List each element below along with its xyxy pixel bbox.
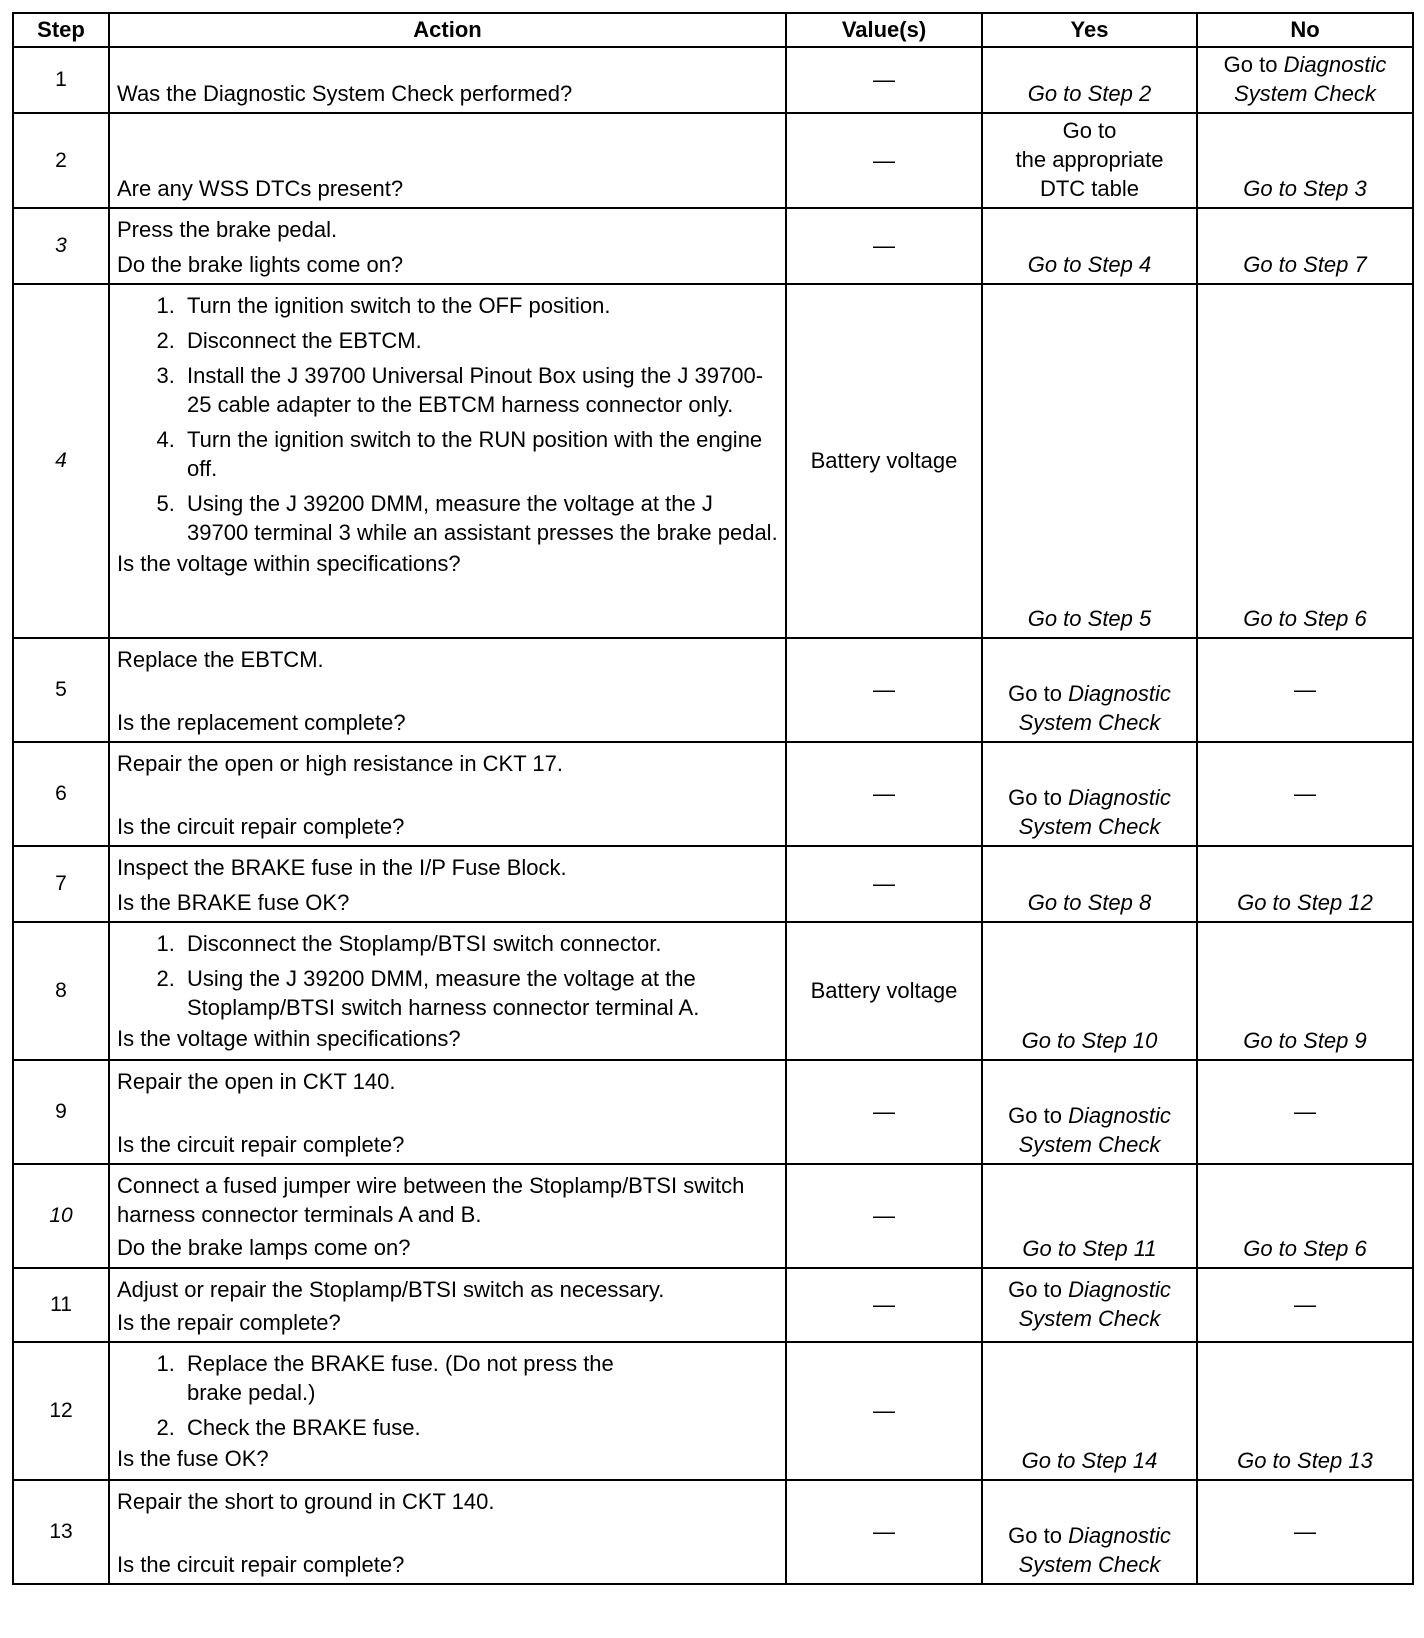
procedure-list — [117, 929, 779, 1022]
header-row — [13, 13, 1413, 47]
action-cell — [109, 1342, 786, 1480]
no-cell: — — [1197, 742, 1413, 846]
go-to-dtc-table-link[interactable]: Go to the appropriate DTC table — [1015, 118, 1164, 201]
yes-cell — [982, 284, 1197, 638]
yes-cell — [982, 1480, 1197, 1584]
go-to-diagnostic-link[interactable]: Go to Diagnostic System Check — [1008, 785, 1171, 839]
value-cell: — — [786, 208, 982, 284]
go-to-diagnostic-link[interactable]: Go to Diagnostic System Check — [1008, 1103, 1171, 1157]
question-text: Do the brake lights come on? — [117, 252, 404, 277]
go-to-diagnostic-link[interactable]: Go to Diagnostic System Check — [1008, 1523, 1171, 1577]
question-text: Is the voltage within specifications? — [117, 551, 461, 576]
yes-cell — [982, 742, 1197, 846]
step-number: 8 — [13, 922, 109, 1060]
step-number: 12 — [13, 1342, 109, 1480]
action-cell — [109, 284, 786, 638]
go-to-step-link[interactable]: Go to Step 2 — [1027, 81, 1152, 106]
question-text: Is the replacement complete? — [117, 710, 406, 735]
action-cell — [109, 922, 786, 1060]
action-cell — [109, 1060, 786, 1164]
action-text: Inspect the BRAKE fuse in the I/P Fuse Block. — [117, 855, 567, 880]
table-row — [13, 1342, 1413, 1480]
value-cell: — — [786, 47, 982, 113]
header-step: Step — [13, 13, 109, 47]
go-to-step-link[interactable]: Go to Step 6 — [1243, 1236, 1367, 1261]
question-text: Is the fuse OK? — [117, 1446, 269, 1471]
action-cell — [109, 208, 786, 284]
no-cell — [1197, 208, 1413, 284]
go-to-step-link[interactable]: Go to Step 12 — [1237, 890, 1373, 915]
go-to-step-link[interactable]: Go to Step 6 — [1243, 606, 1367, 631]
procedure-step: 2. Check the BRAKE fuse. — [181, 1413, 629, 1442]
value-cell: — — [786, 113, 982, 208]
header-no: No — [1197, 13, 1413, 47]
value-cell: — — [786, 1164, 982, 1268]
go-to-step-link[interactable]: Go to Step 10 — [1021, 1028, 1158, 1053]
action-text: Repair the open in CKT 140. — [117, 1069, 396, 1094]
table-row — [13, 638, 1413, 742]
yes-cell — [982, 47, 1197, 113]
value-cell: Battery voltage — [786, 284, 982, 638]
procedure-step: 2. Disconnect the EBTCM. — [181, 326, 779, 355]
go-to-diagnostic-link[interactable]: Go to Diagnostic System Check — [1008, 1277, 1171, 1331]
step-number: 1 — [13, 47, 109, 113]
action-text: Replace the EBTCM. — [117, 647, 324, 672]
table-row — [13, 1268, 1413, 1342]
value-cell: — — [786, 846, 982, 922]
yes-cell — [982, 638, 1197, 742]
no-cell — [1197, 1342, 1413, 1480]
no-cell: — — [1197, 638, 1413, 742]
procedure-step: 1. Replace the BRAKE fuse. (Do not press the brake pedal.) — [181, 1349, 629, 1407]
yes-cell — [982, 1342, 1197, 1480]
question-text: Do the brake lamps come on? — [117, 1235, 411, 1260]
table-row — [13, 113, 1413, 208]
step-number: 13 — [13, 1480, 109, 1584]
diagnostic-table — [12, 12, 1414, 1585]
step-number: 6 — [13, 742, 109, 846]
action-cell — [109, 742, 786, 846]
procedure-step: 1. Disconnect the Stoplamp/BTSI switch connector. — [181, 929, 779, 958]
no-cell — [1197, 846, 1413, 922]
action-cell — [109, 1164, 786, 1268]
go-to-diagnostic-link[interactable]: Go to Diagnostic System Check — [1223, 52, 1387, 106]
action-text: Press the brake pedal. — [117, 217, 338, 242]
step-number: 10 — [13, 1164, 109, 1268]
action-cell — [109, 47, 786, 113]
action-cell — [109, 1480, 786, 1584]
yes-cell — [982, 113, 1197, 208]
step-number: 11 — [13, 1268, 109, 1342]
go-to-step-link[interactable]: Go to Step 5 — [1027, 606, 1152, 631]
header-action: Action — [109, 13, 786, 47]
yes-cell — [982, 922, 1197, 1060]
value-cell: — — [786, 638, 982, 742]
table-row — [13, 284, 1413, 638]
procedure-step: 2. Using the J 39200 DMM, measure the voltage at the Stoplamp/BTSI switch harness connector terminal A. — [181, 964, 779, 1022]
table-row — [13, 846, 1413, 922]
yes-cell — [982, 846, 1197, 922]
yes-cell — [982, 1164, 1197, 1268]
value-cell: — — [786, 1480, 982, 1584]
table-row — [13, 47, 1413, 113]
go-to-step-link[interactable]: Go to Step 14 — [1021, 1448, 1158, 1473]
action-text: Connect a fused jumper wire between the Stoplamp/BTSI switch harness connector terminals A and B. — [117, 1173, 745, 1227]
question-text: Is the circuit repair complete? — [117, 1552, 405, 1577]
value-cell: — — [786, 1342, 982, 1480]
step-number: 7 — [13, 846, 109, 922]
value-cell: — — [786, 742, 982, 846]
procedure-list — [117, 1349, 779, 1442]
action-cell — [109, 1268, 786, 1342]
question-text: Is the repair complete? — [117, 1310, 341, 1335]
no-cell — [1197, 1164, 1413, 1268]
no-cell — [1197, 922, 1413, 1060]
step-number: 2 — [13, 113, 109, 208]
no-cell — [1197, 113, 1413, 208]
value-cell: — — [786, 1060, 982, 1164]
yes-cell — [982, 208, 1197, 284]
table-row — [13, 1480, 1413, 1584]
action-text: Repair the short to ground in CKT 140. — [117, 1489, 495, 1514]
question-text: Is the voltage within specifications? — [117, 1026, 461, 1051]
header-value: Value(s) — [786, 13, 982, 47]
action-text: Repair the open or high resistance in CKT 17. — [117, 751, 563, 776]
procedure-step: 1. Turn the ignition switch to the OFF position. — [181, 291, 779, 320]
go-to-step-link[interactable]: Go to Step 9 — [1243, 1028, 1367, 1053]
table-row — [13, 742, 1413, 846]
table-row — [13, 1164, 1413, 1268]
value-cell: Battery voltage — [786, 922, 982, 1060]
go-to-step-link[interactable]: Go to Step 3 — [1243, 176, 1367, 201]
procedure-step: 3. Install the J 39700 Universal Pinout Box using the J 39700-25 cable adapter to the EBTCM harness connector only. — [181, 361, 779, 419]
question-text: Is the circuit repair complete? — [117, 1132, 405, 1157]
step-number: 4 — [13, 284, 109, 638]
yes-cell — [982, 1268, 1197, 1342]
question-text: Was the Diagnostic System Check performed? — [117, 81, 573, 106]
no-cell: — — [1197, 1060, 1413, 1164]
value-cell: — — [786, 1268, 982, 1342]
yes-cell — [982, 1060, 1197, 1164]
go-to-step-link[interactable]: Go to Step 13 — [1237, 1448, 1373, 1473]
go-to-diagnostic-link[interactable]: Go to Diagnostic System Check — [1008, 681, 1171, 735]
question-text: Is the BRAKE fuse OK? — [117, 890, 350, 915]
step-number: 9 — [13, 1060, 109, 1164]
no-cell — [1197, 47, 1413, 113]
action-cell — [109, 846, 786, 922]
procedure-step: 4. Turn the ignition switch to the RUN position with the engine off. — [181, 425, 779, 483]
procedure-step: 5. Using the J 39200 DMM, measure the voltage at the J 39700 terminal 3 while an assistant presses the brake pedal. — [181, 489, 779, 547]
table-row — [13, 922, 1413, 1060]
no-cell: — — [1197, 1268, 1413, 1342]
question-text: Are any WSS DTCs present? — [117, 176, 404, 201]
table-row — [13, 1060, 1413, 1164]
step-number: 5 — [13, 638, 109, 742]
procedure-list — [117, 291, 779, 547]
go-to-step-link[interactable]: Go to Step 8 — [1027, 890, 1152, 915]
action-text: Adjust or repair the Stoplamp/BTSI switch as necessary. — [117, 1277, 665, 1302]
step-number: 3 — [13, 208, 109, 284]
no-cell: — — [1197, 1480, 1413, 1584]
question-text: Is the circuit repair complete? — [117, 814, 405, 839]
action-cell — [109, 113, 786, 208]
header-yes: Yes — [982, 13, 1197, 47]
go-to-step-link[interactable]: Go to Step 11 — [1022, 1236, 1157, 1261]
no-cell — [1197, 284, 1413, 638]
action-cell — [109, 638, 786, 742]
go-to-step-link[interactable]: Go to Step 4 — [1027, 252, 1152, 277]
table-row — [13, 208, 1413, 284]
go-to-step-link[interactable]: Go to Step 7 — [1243, 252, 1367, 277]
